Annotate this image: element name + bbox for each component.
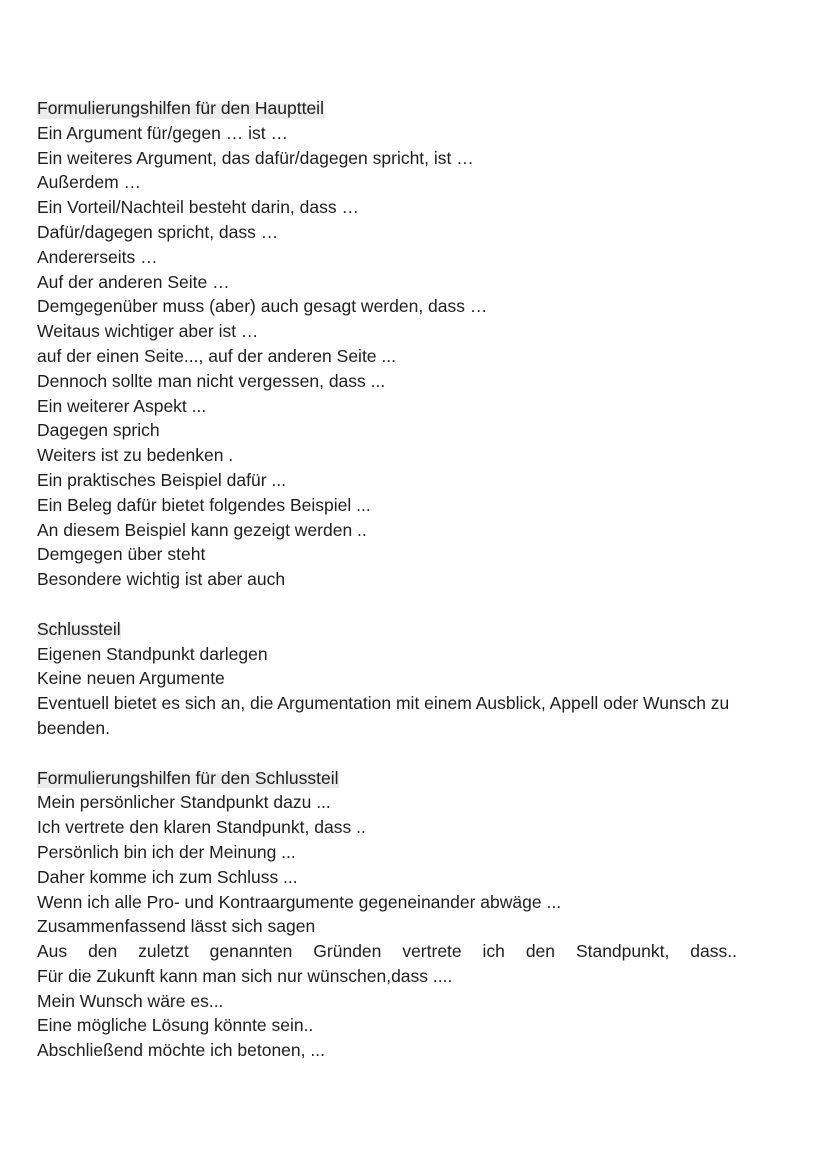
- word: Aus: [37, 941, 68, 962]
- spacer: [37, 592, 788, 617]
- phrase-line: Zusammenfassend lässt sich sagen: [37, 916, 316, 937]
- phrase-line: Weitaus wichtiger aber ist …: [37, 321, 259, 342]
- phrase-line: Auf der anderen Seite …: [37, 271, 230, 292]
- word: vertrete: [402, 941, 462, 962]
- phrase-line: Ein Vorteil/Nachteil besteht darin, dass …: [37, 197, 359, 218]
- word: den: [525, 941, 556, 962]
- phrase-line: Für die Zukunft kann man sich nur wünschen,dass ....: [37, 965, 453, 986]
- phrase-line: Persönlich bin ich der Meinung ...: [37, 841, 296, 862]
- paragraph-text: Eventuell bietet es sich an, die Argumentation mit einem Ausblick, Appell oder Wunsch zu beenden.: [37, 693, 730, 738]
- phrase-line: Dennoch sollte man nicht vergessen, dass ...: [37, 370, 386, 391]
- word: dass..: [690, 941, 737, 962]
- word: Standpunkt,: [575, 941, 670, 962]
- phrase-line: Ich vertrete den klaren Standpunkt, dass ..: [37, 817, 366, 838]
- phrase-line: Besondere wichtig ist aber auch: [37, 569, 286, 590]
- word: den: [88, 941, 118, 962]
- section-heading: Schlussteil: [37, 617, 121, 642]
- phrase-line: Ein weiteres Argument, das dafür/dagegen spricht, ist …: [37, 147, 474, 168]
- phrase-line: Außerdem …: [37, 172, 142, 193]
- justified-line: [37, 939, 737, 964]
- spacer: [37, 741, 788, 766]
- section-heading: Formulierungshilfen für den Hauptteil: [37, 96, 324, 121]
- phrase-line: Dafür/dagegen spricht, dass …: [37, 221, 279, 242]
- phrase-line: Eigenen Standpunkt darlegen: [37, 643, 268, 664]
- section-hauptteil: [37, 96, 788, 592]
- phrase-line: auf der einen Seite..., auf der anderen Seite ...: [37, 345, 396, 366]
- phrase-line: Dagegen sprich: [37, 420, 160, 441]
- phrase-line: Wenn ich alle Pro- und Kontraargumente gegeneinander abwäge ...: [37, 891, 562, 912]
- word: genannten: [209, 941, 293, 962]
- word: Gründen: [313, 941, 382, 962]
- phrase-line: Ein Argument für/gegen … ist …: [37, 122, 288, 143]
- word: zuletzt: [138, 941, 189, 962]
- word: ich: [482, 941, 505, 962]
- phrase-line: Ein Beleg dafür bietet folgendes Beispiel ...: [37, 494, 371, 515]
- section-schlussteil: [37, 617, 788, 741]
- phrase-line: An diesem Beispiel kann gezeigt werden ..: [37, 519, 367, 540]
- phrase-line: Mein Wunsch wäre es...: [37, 990, 224, 1011]
- phrase-line: Demgegen über steht: [37, 544, 206, 565]
- phrase-line: Ein praktisches Beispiel dafür ...: [37, 469, 287, 490]
- phrase-line: Abschließend möchte ich betonen, ...: [37, 1040, 325, 1061]
- section-heading: Formulierungshilfen für den Schlussteil: [37, 766, 339, 791]
- phrase-line: Weiters ist zu bedenken .: [37, 445, 234, 466]
- phrase-line: Eine mögliche Lösung könnte sein..: [37, 1015, 314, 1036]
- phrase-line: Demgegenüber muss (aber) auch gesagt werden, dass …: [37, 296, 488, 317]
- phrase-line: Mein persönlicher Standpunkt dazu ...: [37, 792, 331, 813]
- phrase-line: Ein weiterer Aspekt ...: [37, 395, 207, 416]
- phrase-line: Andererseits …: [37, 246, 158, 267]
- phrase-line: Daher komme ich zum Schluss ...: [37, 866, 298, 887]
- phrase-line: Keine neuen Argumente: [37, 668, 225, 689]
- section-formulierungshilfen-schlussteil: [37, 766, 788, 1064]
